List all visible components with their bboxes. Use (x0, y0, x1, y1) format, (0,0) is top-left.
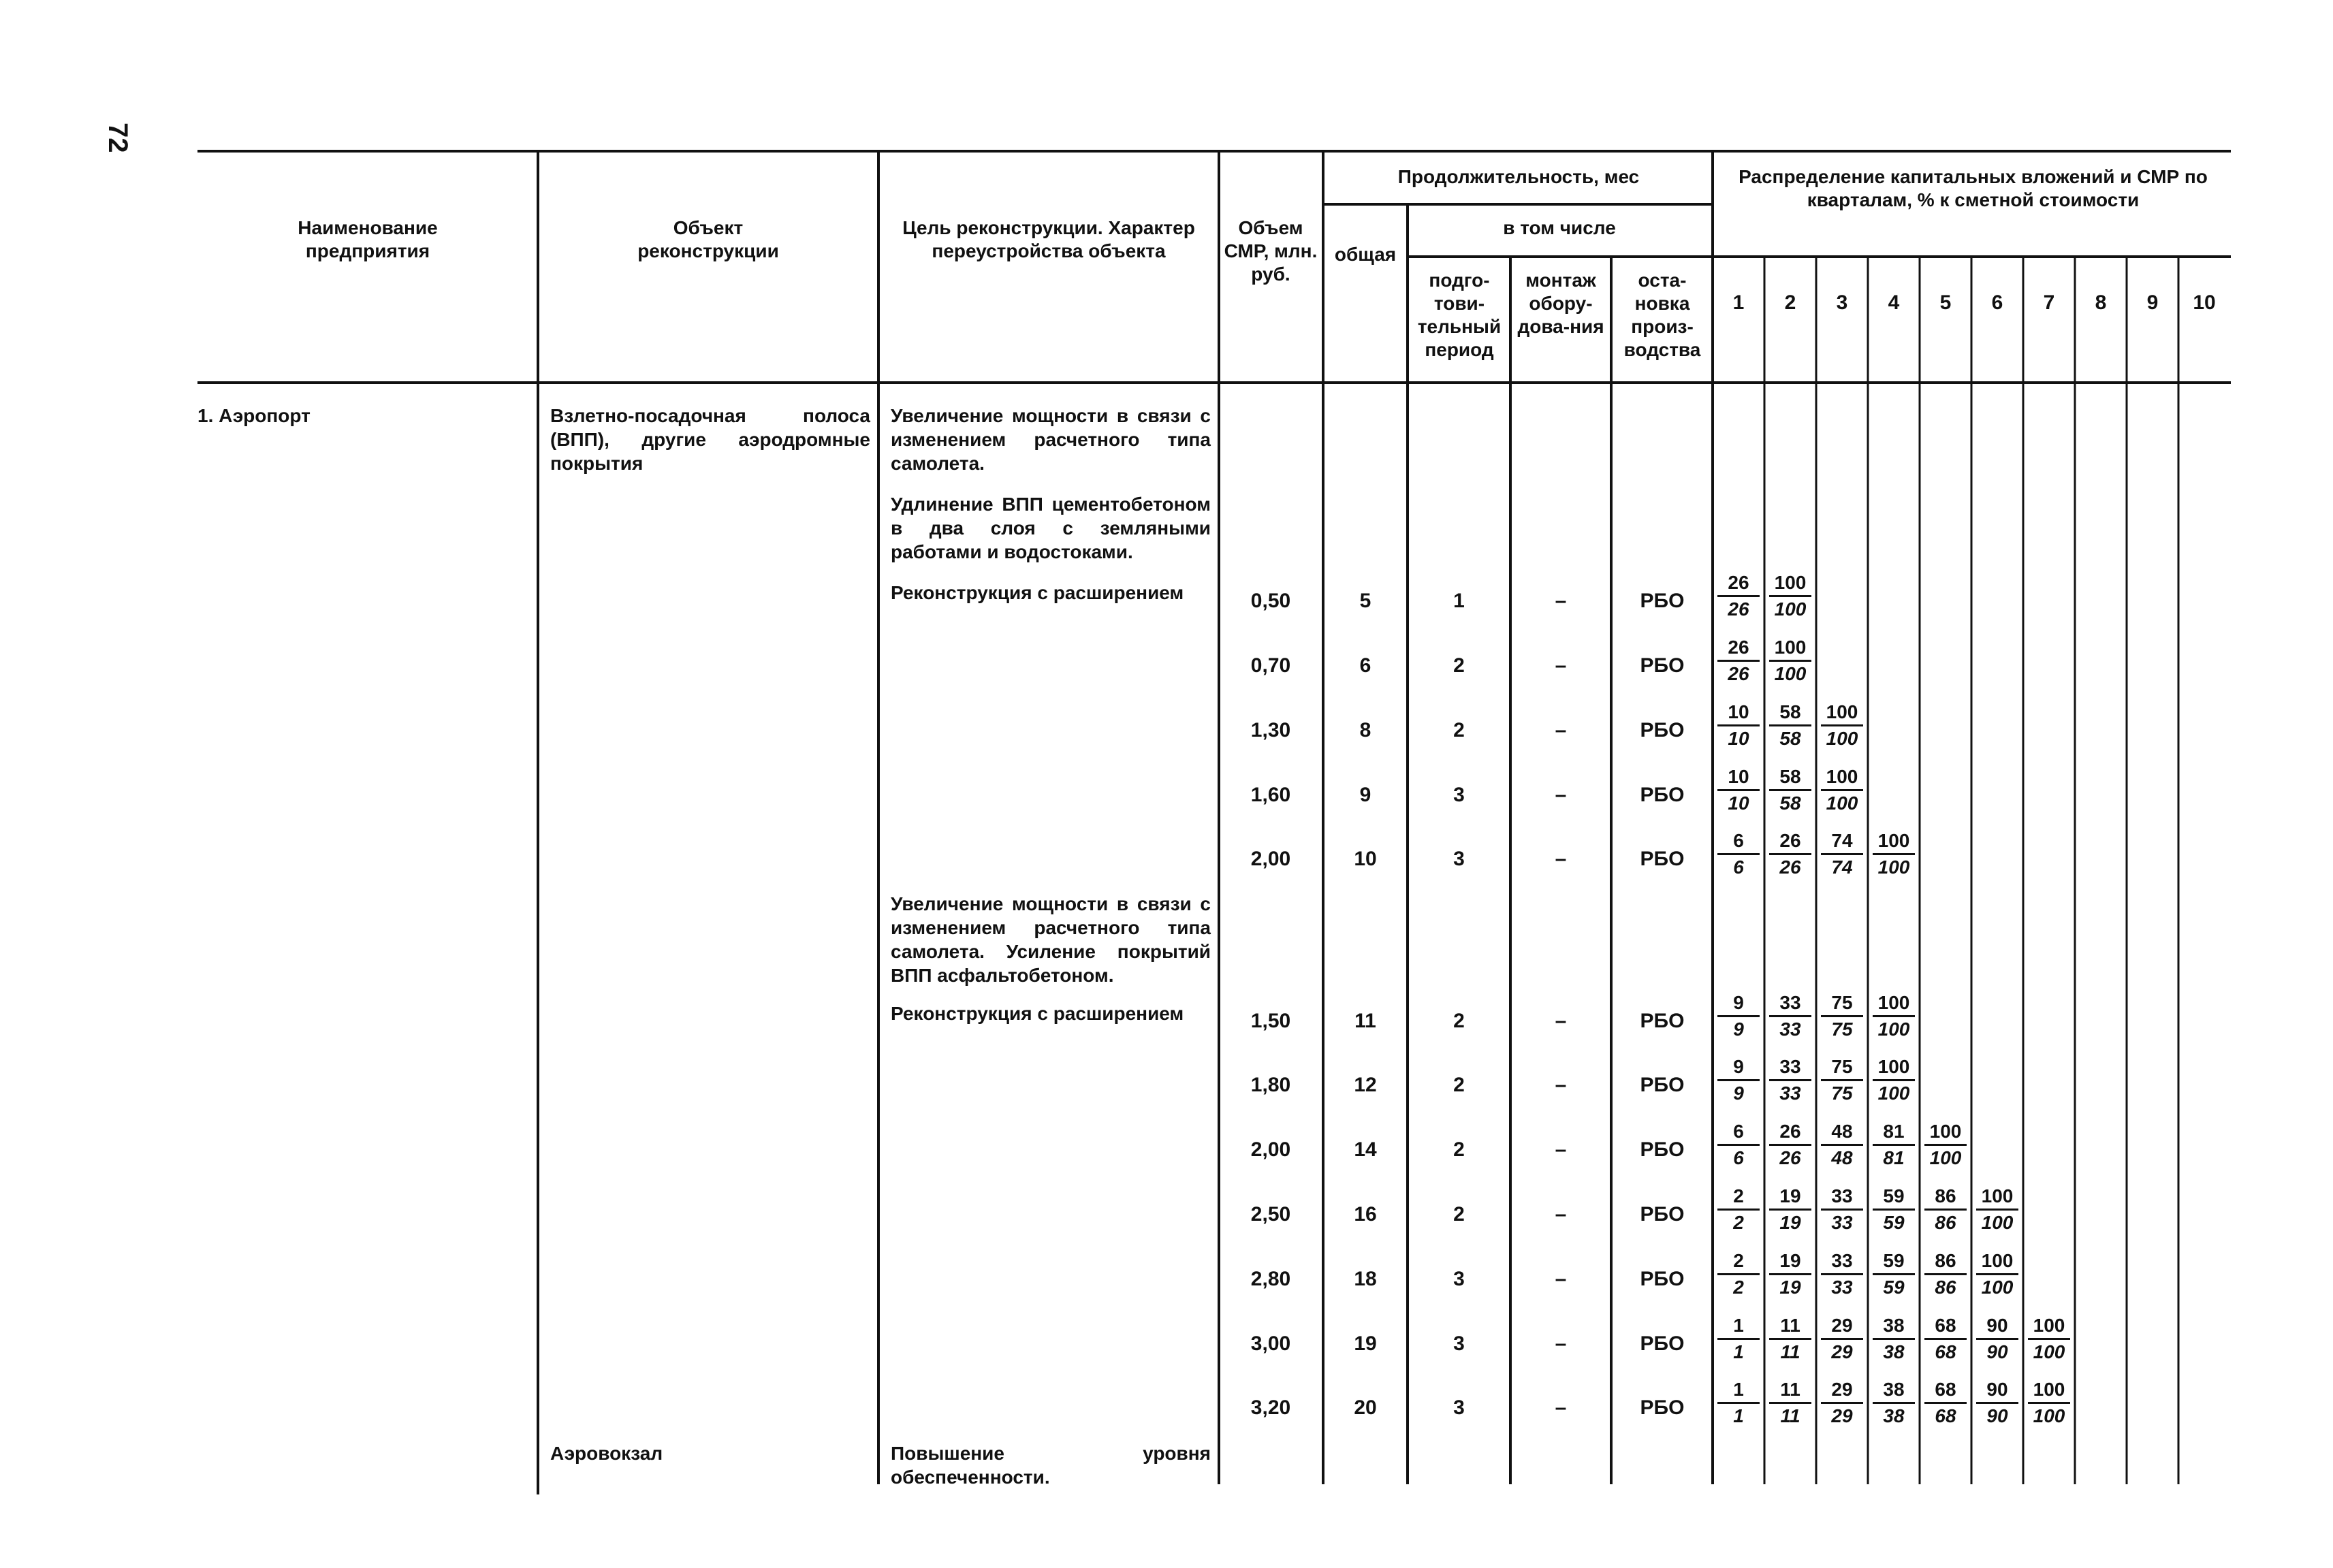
header-quarter-9: 9 (2146, 291, 2159, 314)
header-enterprise: Наименование предприятия (298, 217, 438, 261)
quarter-fraction (1769, 1250, 1811, 1298)
quarter-fraction (1717, 1379, 1760, 1427)
volume-cell: 1,30 (1250, 719, 1291, 741)
fraction-numerator: 100 (1873, 992, 1915, 1017)
header-including: в том числе (1503, 217, 1616, 238)
equipment-mount-cell: – (1555, 848, 1567, 870)
volume-cell: 3,20 (1250, 1396, 1291, 1419)
fraction-denominator: 100 (1877, 1083, 1910, 1104)
volume-cell: 2,80 (1250, 1268, 1291, 1290)
fraction-denominator: 2 (1733, 1277, 1744, 1298)
fraction-denominator: 10 (1728, 793, 1749, 814)
fraction-denominator: 100 (1826, 793, 1858, 814)
fraction-denominator: 26 (1779, 1147, 1801, 1168)
prep-period-cell: 3 (1453, 784, 1465, 806)
production-stop-cell: РБО (1640, 719, 1685, 741)
header-quarter-8: 8 (2095, 291, 2107, 314)
fraction-numerator: 100 (1873, 1056, 1915, 1081)
fraction-numerator: 48 (1821, 1121, 1863, 1146)
fraction-numerator: 33 (1821, 1250, 1863, 1275)
quarter-fraction (2028, 1315, 2070, 1363)
fraction-denominator: 100 (2033, 1405, 2065, 1426)
equipment-mount-cell: – (1555, 1396, 1567, 1419)
fraction-denominator: 86 (1935, 1277, 1956, 1298)
fraction-denominator: 75 (1831, 1083, 1853, 1104)
volume-cell: 0,70 (1250, 654, 1291, 677)
fraction-denominator: 6 (1733, 1147, 1744, 1168)
fraction-denominator: 100 (1877, 1019, 1910, 1040)
fraction-numerator: 26 (1769, 830, 1811, 855)
header-prep: подго-тови-тельный период (1417, 270, 1502, 360)
fraction-numerator: 19 (1769, 1185, 1811, 1211)
fraction-denominator: 38 (1883, 1341, 1905, 1362)
fraction-numerator: 59 (1873, 1250, 1915, 1275)
fraction-denominator: 59 (1883, 1277, 1905, 1298)
fraction-numerator: 1 (1717, 1379, 1760, 1404)
prep-period-cell: 2 (1453, 719, 1465, 741)
fraction-denominator: 9 (1733, 1019, 1744, 1040)
fraction-numerator: 10 (1717, 701, 1760, 726)
fraction-numerator: 100 (1821, 701, 1863, 726)
quarter-fraction (1873, 1250, 1915, 1298)
goal-4: Увеличение мощности в связи с изменением расчетного типа самолета. Усиление покрытий ВПП асфальтобетоном. (891, 893, 1211, 986)
fraction-numerator: 90 (1976, 1315, 2018, 1340)
equipment-mount-cell: – (1555, 1010, 1567, 1032)
production-stop-cell: РБО (1640, 654, 1685, 677)
prep-period-cell: 1 (1453, 590, 1465, 612)
prep-period-cell: 3 (1453, 848, 1465, 870)
fraction-numerator: 100 (1873, 830, 1915, 855)
total-duration-cell: 20 (1354, 1396, 1377, 1419)
production-stop-cell: РБО (1640, 1010, 1685, 1032)
fraction-numerator: 9 (1717, 1056, 1760, 1081)
equipment-mount-cell: – (1555, 590, 1567, 612)
volume-cell: 1,60 (1250, 784, 1291, 806)
fraction-numerator: 38 (1873, 1379, 1915, 1404)
volume-cell: 2,00 (1250, 848, 1291, 870)
quarter-fraction (1769, 1315, 1811, 1363)
quarter-fraction (1924, 1379, 1967, 1427)
quarter-fraction (1717, 1056, 1760, 1104)
quarter-fraction (1821, 1315, 1863, 1363)
volume-cell: 3,00 (1250, 1332, 1291, 1355)
quarter-fraction (1821, 1250, 1863, 1298)
fraction-numerator: 75 (1821, 992, 1863, 1017)
header-quarter-5: 5 (1939, 291, 1952, 314)
header-distribution: Распределение капитальных вложений и СМР по кварталам, % к сметной стоимости (1739, 166, 2208, 210)
fraction-numerator: 58 (1769, 701, 1811, 726)
fraction-numerator: 33 (1769, 992, 1811, 1017)
fraction-denominator: 68 (1935, 1405, 1956, 1426)
prep-period-cell: 2 (1453, 1203, 1465, 1226)
volume-cell: 1,80 (1250, 1074, 1291, 1096)
fraction-denominator: 33 (1831, 1277, 1853, 1298)
quarter-fraction (1717, 572, 1760, 620)
production-stop-cell: РБО (1640, 1396, 1685, 1419)
quarter-fraction (1769, 701, 1811, 750)
fraction-denominator: 11 (1780, 1405, 1800, 1426)
production-stop-cell: РБО (1640, 848, 1685, 870)
fraction-numerator: 1 (1717, 1315, 1760, 1340)
header-stop: оста-новка произ-водства (1623, 270, 1701, 360)
fraction-denominator: 1 (1733, 1405, 1744, 1426)
production-stop-cell: РБО (1640, 1138, 1685, 1161)
volume-cell: 2,00 (1250, 1138, 1291, 1161)
fraction-numerator: 100 (1821, 766, 1863, 791)
fraction-denominator: 10 (1728, 728, 1749, 749)
total-duration-cell: 19 (1354, 1332, 1377, 1355)
header-goal: Цель реконструкции. Характер переустройства объекта (902, 217, 1195, 261)
total-duration-cell: 14 (1354, 1138, 1377, 1161)
quarter-fraction (1717, 701, 1760, 750)
fraction-numerator: 75 (1821, 1056, 1863, 1081)
prep-period-cell: 2 (1453, 1074, 1465, 1096)
quarter-fraction (1769, 1185, 1811, 1234)
goal-1: Увеличение мощности в связи с изменением расчетного типа самолета. (891, 405, 1211, 474)
prep-period-cell: 3 (1453, 1396, 1465, 1419)
quarter-fraction (1717, 1121, 1760, 1169)
fraction-numerator: 26 (1769, 1121, 1811, 1146)
fraction-denominator: 33 (1779, 1083, 1801, 1104)
fraction-numerator: 68 (1924, 1315, 1967, 1340)
quarter-fraction (1873, 1056, 1915, 1104)
fraction-denominator: 29 (1831, 1405, 1853, 1426)
quarter-fraction (1873, 1121, 1915, 1169)
production-stop-cell: РБО (1640, 1268, 1685, 1290)
quarter-fraction (1976, 1315, 2018, 1363)
quarter-fraction (1873, 1379, 1915, 1427)
total-duration-cell: 10 (1354, 848, 1377, 870)
quarter-fraction (1769, 830, 1811, 878)
fraction-numerator: 19 (1769, 1250, 1811, 1275)
fraction-denominator: 1 (1733, 1341, 1744, 1362)
goal-5: Реконструкция с расширением (891, 1003, 1184, 1024)
header-quarter-1: 1 (1732, 291, 1745, 314)
header-quarter-3: 3 (1836, 291, 1848, 314)
production-stop-cell: РБО (1640, 784, 1685, 806)
fraction-numerator: 86 (1924, 1250, 1967, 1275)
quarter-fraction (1821, 1379, 1863, 1427)
fraction-denominator: 100 (1826, 728, 1858, 749)
quarter-fraction (1717, 1315, 1760, 1363)
quarter-fraction (1924, 1185, 1967, 1234)
prep-period-cell: 2 (1453, 1010, 1465, 1032)
header-quarter-7: 7 (2043, 291, 2055, 314)
enterprise-name: 1. Аэропорт (197, 405, 311, 426)
fraction-numerator: 6 (1717, 830, 1760, 855)
equipment-mount-cell: – (1555, 784, 1567, 806)
quarter-fraction (1821, 1056, 1863, 1104)
fraction-denominator: 9 (1733, 1083, 1744, 1104)
header-object: Объект реконструкции (637, 217, 779, 261)
total-duration-cell: 12 (1354, 1074, 1377, 1096)
fraction-denominator: 75 (1831, 1019, 1853, 1040)
equipment-mount-cell: – (1555, 654, 1567, 677)
fraction-denominator: 58 (1779, 728, 1801, 749)
quarter-fraction (1717, 1185, 1760, 1234)
quarter-fraction (1873, 992, 1915, 1040)
fraction-numerator: 59 (1873, 1185, 1915, 1211)
fraction-denominator: 74 (1831, 857, 1853, 878)
fraction-denominator: 100 (1929, 1147, 1962, 1168)
fraction-numerator: 29 (1821, 1379, 1863, 1404)
fraction-numerator: 2 (1717, 1250, 1760, 1275)
goal-3: Реконструкция с расширением (891, 582, 1184, 603)
header-mount: монтаж обору-дова-ния (1517, 270, 1604, 337)
quarter-fraction (1769, 1379, 1811, 1427)
quarter-fraction (1873, 1185, 1915, 1234)
fraction-numerator: 100 (2028, 1315, 2070, 1340)
quarter-fraction (1717, 766, 1760, 814)
header-total: общая (1334, 244, 1397, 265)
header-quarter-2: 2 (1784, 291, 1796, 314)
quarter-fraction (1769, 992, 1811, 1040)
fraction-numerator: 100 (1924, 1121, 1967, 1146)
fraction-denominator: 29 (1831, 1341, 1853, 1362)
fraction-numerator: 2 (1717, 1185, 1760, 1211)
fraction-denominator: 100 (1877, 857, 1910, 878)
quarter-fraction (1769, 766, 1811, 814)
quarter-fraction (1976, 1379, 2018, 1427)
fraction-numerator: 100 (1976, 1250, 2018, 1275)
object-runway: Взлетно-посадочная полоса (ВПП), другие аэродромные покрытия (550, 405, 870, 474)
fraction-denominator: 86 (1935, 1212, 1956, 1233)
fraction-numerator: 100 (1769, 572, 1811, 597)
fraction-denominator: 2 (1733, 1212, 1744, 1233)
fraction-numerator: 10 (1717, 766, 1760, 791)
fraction-numerator: 33 (1769, 1056, 1811, 1081)
equipment-mount-cell: – (1555, 719, 1567, 741)
quarter-fraction (1924, 1121, 1967, 1169)
fraction-numerator: 29 (1821, 1315, 1863, 1340)
total-duration-cell: 9 (1359, 784, 1371, 806)
total-duration-cell: 6 (1359, 654, 1371, 677)
quarter-fraction (1717, 830, 1760, 878)
fraction-denominator: 68 (1935, 1341, 1956, 1362)
equipment-mount-cell: – (1555, 1138, 1567, 1161)
header-quarter-6: 6 (1991, 291, 2003, 314)
fraction-denominator: 11 (1780, 1341, 1800, 1362)
quarter-fraction (1717, 1250, 1760, 1298)
quarter-fraction (1821, 701, 1863, 750)
quarter-fraction (1769, 1121, 1811, 1169)
total-duration-cell: 16 (1354, 1203, 1377, 1226)
quarter-fraction (1976, 1250, 2018, 1298)
fraction-numerator: 100 (1769, 637, 1811, 662)
equipment-mount-cell: – (1555, 1332, 1567, 1355)
equipment-mount-cell: – (1555, 1268, 1567, 1290)
quarter-fraction (1717, 992, 1760, 1040)
volume-cell: 2,50 (1250, 1203, 1291, 1226)
fraction-denominator: 100 (1981, 1277, 2014, 1298)
fraction-numerator: 11 (1769, 1379, 1811, 1404)
header-volume: Объем СМР, млн. руб. (1224, 217, 1318, 285)
fraction-numerator: 6 (1717, 1121, 1760, 1146)
page-number: 72 (103, 123, 133, 153)
fraction-denominator: 38 (1883, 1405, 1905, 1426)
fraction-numerator: 74 (1821, 830, 1863, 855)
quarter-fraction (1924, 1315, 1967, 1363)
fraction-denominator: 26 (1728, 598, 1749, 620)
fraction-denominator: 100 (1774, 598, 1807, 620)
quarter-fraction (2028, 1379, 2070, 1427)
goal-6: Повышение уровня обеспеченности. (891, 1443, 1211, 1488)
fraction-denominator: 59 (1883, 1212, 1905, 1233)
header-quarter-4: 4 (1888, 291, 1900, 314)
quarter-fraction (1769, 1056, 1811, 1104)
fraction-denominator: 90 (1986, 1341, 2008, 1362)
fraction-denominator: 33 (1831, 1212, 1853, 1233)
fraction-denominator: 33 (1779, 1019, 1801, 1040)
prep-period-cell: 2 (1453, 654, 1465, 677)
quarter-fraction (1717, 637, 1760, 685)
production-stop-cell: РБО (1640, 1074, 1685, 1096)
quarter-fraction (1821, 992, 1863, 1040)
fraction-numerator: 90 (1976, 1379, 2018, 1404)
fraction-numerator: 68 (1924, 1379, 1967, 1404)
fraction-numerator: 33 (1821, 1185, 1863, 1211)
fraction-numerator: 11 (1769, 1315, 1811, 1340)
header-duration: Продолжительность, мес (1397, 166, 1640, 187)
quarter-fraction (1769, 572, 1811, 620)
fraction-denominator: 81 (1883, 1147, 1905, 1168)
fraction-numerator: 9 (1717, 992, 1760, 1017)
fraction-denominator: 19 (1779, 1212, 1801, 1233)
equipment-mount-cell: – (1555, 1074, 1567, 1096)
fraction-numerator: 86 (1924, 1185, 1967, 1211)
prep-period-cell: 3 (1453, 1332, 1465, 1355)
total-duration-cell: 18 (1354, 1268, 1377, 1290)
production-stop-cell: РБО (1640, 1332, 1685, 1355)
total-duration-cell: 5 (1359, 590, 1371, 612)
total-duration-cell: 8 (1359, 719, 1371, 741)
object-terminal: Аэровокзал (550, 1443, 663, 1464)
fraction-numerator: 81 (1873, 1121, 1915, 1146)
fraction-denominator: 100 (1981, 1212, 2014, 1233)
fraction-numerator: 100 (1976, 1185, 2018, 1211)
quarter-fraction (1821, 830, 1863, 878)
prep-period-cell: 3 (1453, 1268, 1465, 1290)
quarter-fraction (1769, 637, 1811, 685)
quarter-fraction (1821, 766, 1863, 814)
total-duration-cell: 11 (1354, 1010, 1376, 1032)
fraction-denominator: 100 (2033, 1341, 2065, 1362)
fraction-denominator: 48 (1831, 1147, 1853, 1168)
equipment-mount-cell: – (1555, 1203, 1567, 1226)
fraction-numerator: 26 (1717, 637, 1760, 662)
fraction-denominator: 58 (1779, 793, 1801, 814)
goal-2: Удлинение ВПП цементобетоном в два слоя с земляными работами и водостоками. (891, 494, 1211, 562)
quarter-fraction (1976, 1185, 2018, 1234)
fraction-denominator: 90 (1986, 1405, 2008, 1426)
fraction-numerator: 100 (2028, 1379, 2070, 1404)
fraction-numerator: 26 (1717, 572, 1760, 597)
prep-period-cell: 2 (1453, 1138, 1465, 1161)
fraction-denominator: 100 (1774, 663, 1807, 684)
quarter-fraction (1873, 1315, 1915, 1363)
quarter-fraction (1924, 1250, 1967, 1298)
fraction-denominator: 26 (1779, 857, 1801, 878)
production-stop-cell: РБО (1640, 590, 1685, 612)
header-quarter-10: 10 (2193, 291, 2216, 314)
fraction-denominator: 26 (1728, 663, 1749, 684)
fraction-numerator: 38 (1873, 1315, 1915, 1340)
quarter-fraction (1873, 830, 1915, 878)
volume-cell: 1,50 (1250, 1010, 1291, 1032)
quarter-fraction (1821, 1185, 1863, 1234)
fraction-denominator: 6 (1733, 857, 1744, 878)
quarter-fraction (1821, 1121, 1863, 1169)
fraction-numerator: 58 (1769, 766, 1811, 791)
volume-cell: 0,50 (1250, 590, 1291, 612)
fraction-denominator: 19 (1779, 1277, 1801, 1298)
production-stop-cell: РБО (1640, 1203, 1685, 1226)
